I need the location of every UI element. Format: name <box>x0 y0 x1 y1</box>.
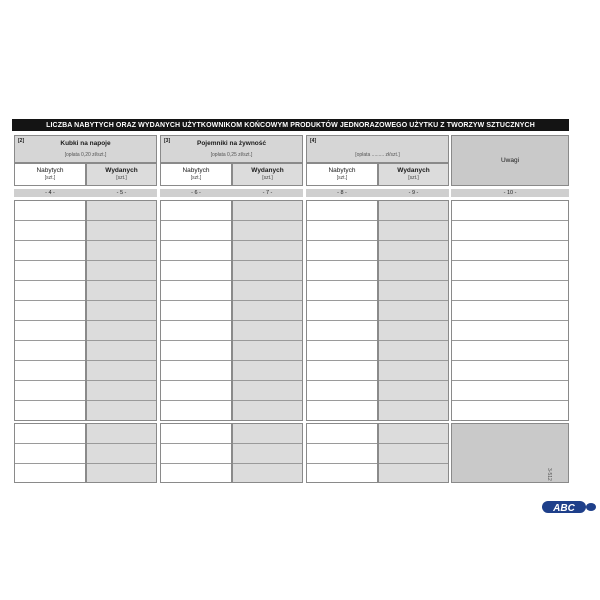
product-header-cups <box>14 135 157 163</box>
unit-label: [szt.] <box>44 175 56 181</box>
entry-column-issued-cups[interactable] <box>86 200 157 421</box>
issued-label: Wydanych <box>105 167 138 174</box>
unit-label: [szt.] <box>190 175 202 181</box>
column-number: - 10 - <box>451 189 569 197</box>
product-fee: [opłata 0,25 zł/szt.] <box>210 152 253 158</box>
logo-text: ABC <box>553 503 575 514</box>
bought-label: Nabytych <box>36 167 64 174</box>
product-fee: [opłata 0,20 zł/szt.] <box>64 152 107 158</box>
abc-logo <box>540 498 598 516</box>
remarks-header: Uwagi <box>451 135 569 186</box>
unit-label: [szt.] <box>408 175 419 181</box>
product-number: [3] <box>164 138 171 144</box>
unit-label: [szt.] <box>336 175 348 181</box>
product-name: Pojemniki na żywność <box>197 140 266 147</box>
remarks-column[interactable] <box>451 200 569 421</box>
sum-column-issued-other[interactable] <box>378 423 449 483</box>
product-number: [2] <box>18 138 25 144</box>
issued-header <box>232 163 303 186</box>
product-fee: [opłata ......... zł/szt.] <box>355 152 400 158</box>
logo-dot <box>586 503 596 511</box>
bought-label: Nabytych <box>328 167 356 174</box>
bought-header <box>306 163 378 186</box>
product-name: Kubki na napoje <box>60 140 111 147</box>
issued-label: Wydanych <box>251 167 284 174</box>
unit-label: [szt.] <box>262 175 273 181</box>
entry-column-issued-containers[interactable] <box>232 200 303 421</box>
column-number: - 7 - <box>232 189 303 197</box>
issued-label: Wydanych <box>397 167 430 174</box>
sum-column-bought-containers[interactable] <box>160 423 232 483</box>
column-number: - 8 - <box>306 189 378 197</box>
sum-column-issued-cups[interactable] <box>86 423 157 483</box>
issued-header <box>86 163 157 186</box>
entry-column-bought-other[interactable] <box>306 200 378 421</box>
column-number: - 4 - <box>14 189 86 197</box>
column-number: - 6 - <box>160 189 232 197</box>
entry-column-bought-cups[interactable] <box>14 200 86 421</box>
sum-column-issued-containers[interactable] <box>232 423 303 483</box>
column-number: - 9 - <box>378 189 449 197</box>
product-header-other <box>306 135 449 163</box>
bought-header <box>160 163 232 186</box>
column-number: - 5 - <box>86 189 157 197</box>
form-code: 3-512 <box>546 468 552 481</box>
unit-label: [szt.] <box>116 175 127 181</box>
sum-column-bought-other[interactable] <box>306 423 378 483</box>
entry-column-issued-other[interactable] <box>378 200 449 421</box>
bought-header <box>14 163 86 186</box>
product-number: [4] <box>310 138 317 144</box>
product-header-containers <box>160 135 303 163</box>
issued-header <box>378 163 449 186</box>
bought-label: Nabytych <box>182 167 210 174</box>
form-title: LICZBA NABYTYCH ORAZ WYDANYCH UŻYTKOWNIKOM KOŃCOWYM PRODUKTÓW JEDNORAZOWEGO UŻYTKU Z TWORZYW SZTUCZNYCH <box>12 119 569 131</box>
entry-column-bought-containers[interactable] <box>160 200 232 421</box>
sum-column-bought-cups[interactable] <box>14 423 86 483</box>
